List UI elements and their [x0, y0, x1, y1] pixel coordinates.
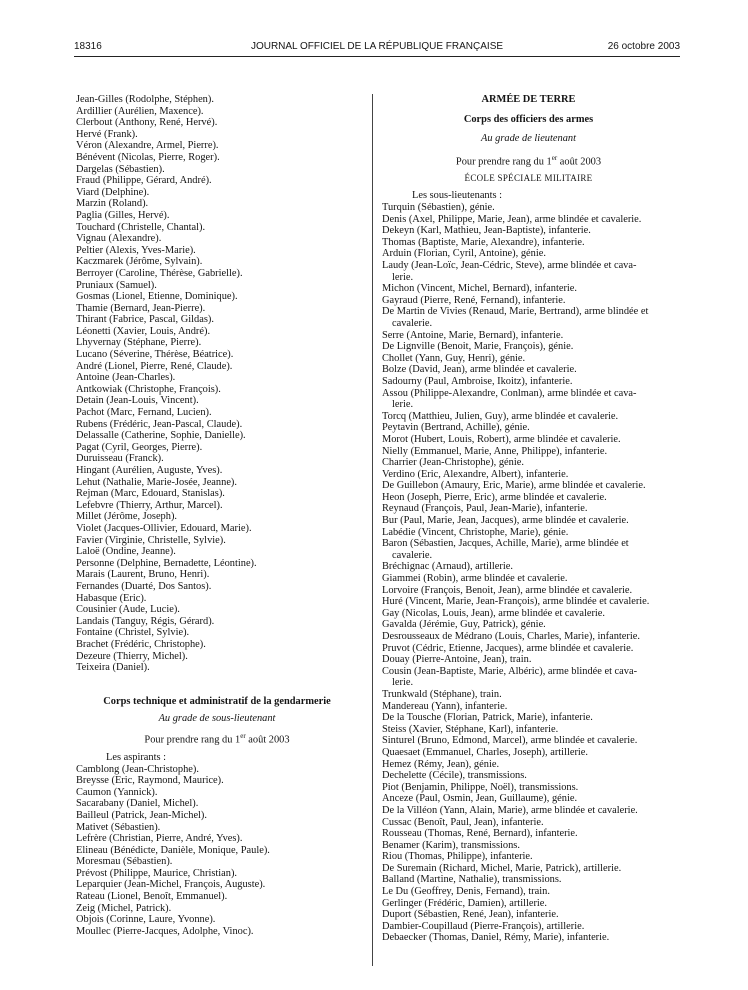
list-item: Douay (Pierre-Antoine, Jean), train. — [382, 654, 532, 666]
list-item: Denis (Axel, Philippe, Marie, Jean), arme blindée et cavalerie. — [382, 213, 642, 225]
list-item: Rejman (Marc, Edouard, Stanislas). — [76, 488, 225, 500]
list-item: Assou (Philippe-Alexandre, Conlman), arme blindée et cava- — [382, 387, 637, 399]
list-item: Hemez (Rémy, Jean), génie. — [382, 758, 500, 770]
list-item: Dezeure (Thierry, Michel). — [76, 650, 188, 662]
army-corps-title: Corps des officiers des armes — [463, 113, 594, 125]
school-name: ÉCOLE SPÉCIALE MILITAIRE — [464, 172, 593, 183]
list-item: Cousinier (Aude, Lucie). — [76, 604, 180, 616]
list-item: Huré (Vincent, Marie, Jean-François), arme blindée et cavalerie. — [382, 596, 650, 608]
list-item: Véron (Alexandre, Armel, Pierre). — [76, 140, 219, 152]
list-item: Thirant (Fabrice, Pascal, Gildas). — [76, 314, 214, 326]
list-item: Lehut (Nathalie, Marie-Josée, Jeanne). — [76, 476, 237, 488]
list-item: Lucano (Séverine, Thérèse, Béatrice). — [76, 349, 234, 361]
list-item-continuation: cavalerie. — [392, 549, 433, 561]
list-item: Dechelette (Cécile), transmissions. — [382, 770, 527, 782]
list-item: Antkowiak (Christophe, François). — [76, 383, 221, 395]
list-item: Le Du (Geoffrey, Denis, Fernand), train. — [382, 886, 550, 898]
list-item: Viard (Delphine). — [76, 186, 150, 198]
list-item: De Martin de Vivies (Renaud, Marie, Bertrand), arme blindée et — [382, 306, 649, 318]
gendarmerie-grade: Au grade de sous-lieutenant — [158, 713, 276, 725]
list-item: Laloë (Ondine, Jeanne). — [76, 546, 176, 558]
list-item-continuation: lerie. — [392, 399, 414, 411]
list-item: Cousin (Jean-Baptiste, Marie, Albéric), arme blindée et cava- — [382, 665, 638, 677]
list-item-continuation: lerie. — [392, 271, 414, 283]
list-item: Lefebvre (Thierry, Arthur, Marcel). — [76, 499, 223, 511]
list-item: Nielly (Emmanuel, Marie, Anne, Philippe), infanterie. — [382, 445, 608, 457]
list-item: Trunkwald (Stéphane), train. — [382, 688, 502, 700]
list-item: Dargelas (Sébastien). — [76, 163, 165, 175]
list-item: Charrier (Jean-Christophe), génie. — [382, 457, 524, 469]
rank-date-sup: er — [240, 731, 246, 740]
list-item: Laudy (Jean-Loïc, Jean-Cédric, Steve), arme blindée et cava- — [382, 260, 637, 271]
list-item: Peytavin (Bertrand, Achille), génie. — [382, 422, 530, 434]
list-item: Paglia (Gilles, Hervé). — [76, 209, 170, 221]
rank-date-prefix: Pour prendre rang du 1 — [144, 734, 241, 746]
list-item: Léonetti (Xavier, Louis, André). — [76, 325, 211, 337]
list-item: Sinturel (Bruno, Edmond, Marcel), arme blindée et cavalerie. — [382, 735, 638, 747]
list-item: Gavalda (Jérémie, Guy, Patrick), génie. — [382, 619, 546, 631]
gendarmerie-intro: Les aspirants : — [106, 751, 167, 763]
list-item: De Suremain (Richard, Michel, Marie, Patrick), artillerie. — [382, 862, 622, 874]
page-number: 18316 — [74, 41, 102, 52]
list-item: Thamie (Bernard, Jean-Pierre). — [76, 302, 206, 314]
list-item: Dambier-Coupillaud (Pierre-François), artillerie. — [382, 920, 585, 932]
list-item: Ardillier (Aurélien, Maxence). — [76, 105, 204, 117]
list-item: Rousseau (Thomas, René, Bernard), infanterie. — [382, 828, 578, 840]
list-item: Antoine (Jean-Charles). — [76, 372, 176, 384]
list-item: Cussac (Benoît, Paul, Jean), infanterie. — [382, 816, 544, 828]
list-item: Bolze (David, Jean), arme blindée et cavalerie. — [382, 364, 577, 376]
list-item: Touchard (Christelle, Chantal). — [76, 221, 206, 233]
list-item-continuation: lerie. — [392, 677, 414, 689]
list-item: Berroyer (Caroline, Thérèse, Gabrielle). — [76, 267, 243, 279]
list-item: Piot (Benjamin, Philippe, Noël), transmissions. — [382, 781, 579, 793]
list-item: Delassalle (Catherine, Sophie, Danielle). — [76, 430, 246, 442]
list-item: Detain (Jean-Louis, Vincent). — [76, 395, 199, 407]
list-item: Personne (Delphine, Bernadette, Léontine). — [76, 557, 257, 569]
list-item: Sadourny (Paul, Ambroise, Ikoitz), infanterie. — [382, 375, 573, 387]
list-item: André (Lionel, Pierre, René, Claude). — [76, 360, 233, 372]
list-item: Zeig (Michel, Patrick). — [76, 902, 172, 914]
list-item: Chollet (Yann, Guy, Henri), génie. — [382, 352, 526, 364]
list-item: Hervé (Frank). — [76, 128, 138, 140]
list-item: De la Tousche (Florian, Patrick, Marie), infanterie. — [382, 712, 593, 724]
list-item: Pruniaux (Samuel). — [76, 279, 157, 291]
list-item: De Guillebon (Amaury, Eric, Marie), arme blindée et cavalerie. — [382, 480, 646, 492]
left-name-list — [76, 94, 358, 674]
list-item: Duruisseau (Franck). — [76, 453, 164, 465]
list-item: Labédie (Vincent, Christophe, Marie), génie. — [382, 526, 569, 538]
list-item-continuation: cavalerie. — [392, 317, 433, 329]
list-item: Kaczmarek (Jérôme, Sylvain). — [76, 256, 203, 268]
army-intro: Les sous-lieutenants : — [412, 190, 503, 202]
list-item: Gerlinger (Frédéric, Damien), artillerie. — [382, 897, 548, 909]
list-item: Favier (Virginie, Christelle, Sylvie). — [76, 534, 226, 546]
list-item: Caumon (Yannick). — [76, 786, 158, 798]
list-item: Bailleul (Patrick, Jean-Michel). — [76, 809, 207, 821]
list-item: Lorvoire (François, Benoit, Jean), arme blindée et cavalerie. — [382, 584, 633, 596]
list-item: Sacarabany (Daniel, Michel). — [76, 798, 199, 810]
list-item: Bréchignac (Arnaud), artillerie. — [382, 561, 513, 573]
list-item: Mandereau (Yann), infanterie. — [382, 700, 508, 712]
list-item: Lhyvernay (Stéphane, Pierre). — [76, 337, 202, 349]
list-item: Morot (Hubert, Louis, Robert), arme blindée et cavalerie. — [382, 433, 621, 445]
list-item: Steiss (Xavier, Stéphane, Karl), infanterie. — [382, 723, 559, 735]
list-item: Habasque (Eric). — [76, 592, 147, 604]
list-item: Michon (Vincent, Michel, Bernard), infanterie. — [382, 283, 577, 295]
list-item: Rubens (Frédéric, Jean-Pascal, Claude). — [76, 418, 243, 430]
list-item: Bénévent (Nicolas, Pierre, Roger). — [76, 151, 220, 163]
list-item: Bur (Paul, Marie, Jean, Jacques), arme blindée et cavalerie. — [382, 515, 629, 527]
list-item: Turquin (Sébastien), génie. — [382, 202, 495, 214]
army-rank-date — [382, 153, 675, 168]
list-item: Gayraud (Pierre, René, Fernand), infanterie. — [382, 294, 566, 306]
list-item: Pachot (Marc, Fernand, Lucien). — [76, 407, 212, 419]
header-rule — [74, 56, 680, 57]
list-item: Teixeira (Daniel). — [76, 662, 150, 674]
list-item: Balland (Martine, Nathalie), transmissions. — [382, 874, 562, 886]
list-item: Gay (Nicolas, Louis, Jean), arme blindée et cavalerie. — [382, 607, 606, 619]
rank-date-prefix: Pour prendre rang du 1 — [455, 156, 552, 168]
list-item: Rateau (Lionel, Benoît, Emmanuel). — [76, 891, 228, 903]
lieutenant-name-list — [382, 202, 675, 944]
army-grade: Au grade de lieutenant — [481, 133, 576, 145]
list-item: De la Villéon (Yann, Alain, Marie), arme blindée et cavalerie. — [382, 804, 638, 816]
list-item: Hingant (Aurélien, Auguste, Yves). — [76, 465, 223, 476]
list-item: Benamer (Karim), transmissions. — [382, 839, 520, 851]
list-item: Verdino (Eric, Alexandre, Albert), infanterie. — [382, 468, 569, 480]
list-item: Desrousseaux de Médrano (Louis, Charles, Marie), infanterie. — [382, 631, 640, 642]
list-item: Giammei (Robin), arme blindée et cavalerie. — [382, 573, 568, 585]
list-item: Debaecker (Thomas, Daniel, Rémy, Marie), infanterie. — [382, 932, 610, 944]
list-item: De Lignville (Benoit, Marie, François), génie. — [382, 341, 574, 353]
list-item: Jean-Gilles (Rodolphe, Stéphen). — [76, 94, 214, 105]
list-item: Pagat (Cyril, Georges, Pierre). — [76, 441, 203, 453]
list-item: Marzin (Roland). — [76, 198, 149, 210]
right-column — [382, 94, 675, 944]
list-item: Camblong (Jean-Christophe). — [76, 763, 199, 775]
rank-date-suffix: août 2003 — [245, 734, 290, 746]
rank-date-suffix: août 2003 — [557, 156, 602, 168]
list-item: Reynaud (François, Paul, Jean-Marie), infanterie. — [382, 503, 588, 515]
journal-title: JOURNAL OFFICIEL DE LA RÉPUBLIQUE FRANÇAISE — [250, 41, 504, 52]
list-item: Heon (Joseph, Pierre, Eric), arme blindée et cavalerie. — [382, 491, 607, 503]
list-item: Anceze (Paul, Osmin, Jean, Guillaume), génie. — [382, 793, 578, 805]
list-item: Thomas (Baptiste, Marie, Alexandre), infanterie. — [382, 236, 585, 248]
list-item: Moullec (Pierre-Jacques, Adolphe, Vinoc). — [76, 925, 254, 937]
list-item: Fontaine (Christel, Sylvie). — [76, 627, 190, 639]
list-item: Duport (Sébastien, René, Jean), infanterie. — [382, 909, 559, 921]
list-item: Prévost (Philippe, Maurice, Christian). — [76, 867, 238, 879]
army-section-title: ARMÉE DE TERRE — [481, 94, 576, 105]
list-item: Arduin (Florian, Cyril, Antoine), génie. — [382, 248, 546, 260]
publication-date: 26 octobre 2003 — [607, 41, 680, 52]
rank-date-sup: er — [551, 153, 558, 162]
list-item: Objois (Corinne, Laure, Yvonne). — [76, 914, 216, 926]
list-item: Lefrère (Christian, Pierre, André, Yves). — [76, 833, 243, 845]
list-item: Clerbout (Anthony, René, Hervé). — [76, 117, 218, 129]
gendarmerie-rank-date — [76, 731, 358, 746]
list-item: Millet (Jérôme, Joseph). — [76, 511, 177, 523]
list-item: Fraud (Philippe, Gérard, André). — [76, 175, 212, 187]
aspirant-name-list — [76, 764, 358, 938]
list-item: Landais (Tanguy, Régis, Gérard). — [76, 615, 215, 627]
left-column — [76, 94, 358, 937]
list-item: Breysse (Eric, Raymond, Maurice). — [76, 775, 224, 787]
list-item: Leparquier (Jean-Michel, François, Auguste). — [76, 879, 266, 891]
list-item: Dekeyn (Karl, Mathieu, Jean-Baptiste), infanterie. — [382, 225, 591, 237]
list-item: Pruvot (Cédric, Etienne, Jacques), arme blindée et cavalerie. — [382, 642, 634, 654]
list-item: Baron (Sébastien, Jacques, Achille, Marie), arme blindée et — [382, 538, 629, 550]
list-item: Elineau (Bénédicte, Danièle, Monique, Paule). — [76, 844, 270, 856]
column-divider — [372, 94, 373, 966]
list-item: Serre (Antoine, Marie, Bernard), infanterie. — [382, 329, 564, 341]
list-item: Violet (Jacques-Ollivier, Edouard, Marie). — [76, 522, 252, 534]
list-item: Torcq (Matthieu, Julien, Guy), arme blindée et cavalerie. — [382, 410, 619, 422]
list-item: Moresmau (Sébastien). — [76, 856, 173, 868]
list-item: Brachet (Frédéric, Christophe). — [76, 638, 206, 650]
list-item: Peltier (Alexis, Yves-Marie). — [76, 244, 196, 256]
list-item: Riou (Thomas, Philippe), infanterie. — [382, 851, 533, 863]
gendarmerie-section-title: Corps technique et administratif de la gendarmerie — [103, 695, 331, 707]
list-item: Vignau (Alexandre). — [76, 233, 162, 245]
list-item: Mativet (Sébastien). — [76, 821, 161, 833]
list-item: Gosmas (Lionel, Etienne, Dominique). — [76, 291, 238, 303]
list-item: Fernandes (Duarté, Dos Santos). — [76, 580, 212, 592]
list-item: Marais (Laurent, Bruno, Henri). — [76, 569, 210, 581]
list-item: Quaesaet (Emmanuel, Charles, Joseph), artillerie. — [382, 746, 589, 758]
